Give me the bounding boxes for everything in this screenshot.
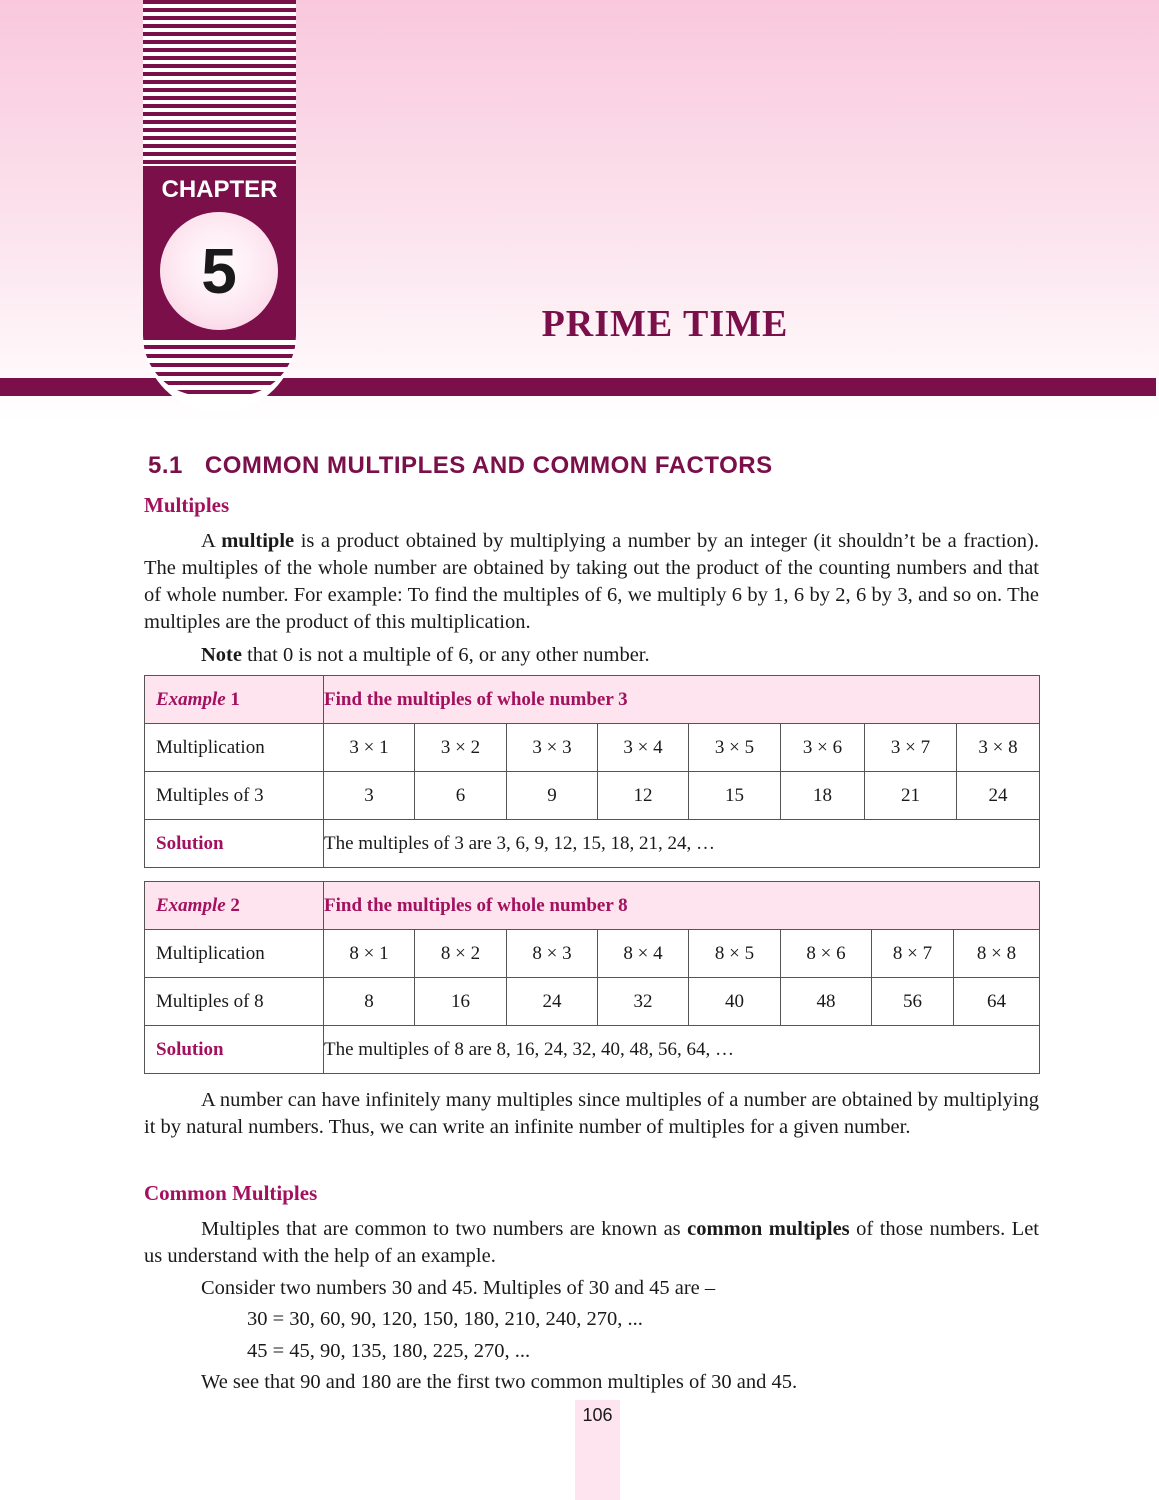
table-cell: 24	[507, 978, 598, 1026]
example-2-table	[144, 881, 1040, 1074]
table-cell: 3 × 4	[598, 724, 689, 772]
table-cell: 48	[781, 978, 872, 1026]
section-number: 5.1	[148, 452, 183, 479]
example-title: Find the multiples of whole number 8	[324, 882, 1040, 930]
consider-line: Consider two numbers 30 and 45. Multiples of 30 and 45 are –	[201, 1277, 716, 1299]
table-cell: 3 × 7	[865, 724, 957, 772]
table-cell: 8 × 3	[507, 930, 598, 978]
multiples-heading: Multiples	[144, 493, 230, 517]
section-heading	[148, 452, 773, 480]
table-cell: 3 × 3	[507, 724, 598, 772]
example-label: Example 2	[145, 882, 324, 930]
section-title: COMMON MULTIPLES AND COMMON FACTORS	[204, 452, 773, 479]
note-text: that 0 is not a multiple of 6, or any other number.	[241, 644, 650, 666]
definition-bold-term: multiple	[221, 530, 295, 552]
common-text: of those numbers. Let us understand with the help of an example.	[144, 1218, 1040, 1267]
solution-label: Solution	[145, 1026, 324, 1074]
common-multiples-heading: Common Multiples	[144, 1181, 318, 1205]
table-cell: 40	[689, 978, 781, 1026]
page-number: 106	[582, 1405, 613, 1425]
table-cell: 3 × 6	[781, 724, 865, 772]
table-cell: 18	[781, 772, 865, 820]
row-label: Multiples of 3	[145, 772, 324, 820]
table-cell: 8 × 2	[415, 930, 507, 978]
table-cell: 3	[324, 772, 415, 820]
note-bold: Note	[201, 644, 242, 666]
table-cell: 6	[415, 772, 507, 820]
example-1-table	[144, 675, 1040, 868]
table-cell: 3 × 2	[415, 724, 507, 772]
table-cell: 8 × 4	[598, 930, 689, 978]
solution-text: The multiples of 8 are 8, 16, 24, 32, 40, 48, 56, 64, …	[324, 1026, 1040, 1074]
infinite-multiples-paragraph	[144, 1087, 1039, 1141]
solution-label: Solution	[145, 820, 324, 868]
definition-prefix: A	[201, 530, 222, 552]
table-cell: 8 × 8	[954, 930, 1040, 978]
table-cell: 21	[865, 772, 957, 820]
multiples-definition-paragraph	[144, 528, 1039, 636]
multiples-30-line: 30 = 30, 60, 90, 120, 150, 180, 210, 240, 270, ...	[247, 1308, 643, 1330]
note-line	[201, 642, 650, 669]
common-prefix: Multiples that are common to two numbers are known as	[201, 1218, 688, 1240]
table-cell: 8	[324, 978, 415, 1026]
table-cell: 8 × 1	[324, 930, 415, 978]
chapter-number: 5	[201, 235, 237, 307]
page-title: PRIME TIME	[541, 303, 789, 345]
conclusion-line: We see that 90 and 180 are the first two common multiples of 30 and 45.	[201, 1371, 798, 1393]
chapter-label: CHAPTER	[161, 176, 278, 203]
definition-text: is a product obtained by multiplying a number by an integer (it shouldn’t be a fraction). The multiples of the whole number are obtained by taking out the product of the counting numbers and that of whole number. For example: To find the multiples of 6, we multiply 6 by 1, 6 by 2, 6 by 3, and so on. The multiples are the product of this multiplication.	[144, 530, 1039, 633]
table-cell: 64	[954, 978, 1040, 1026]
chapter-stripes-bottom	[143, 336, 296, 396]
chapter-number-circle	[160, 212, 278, 330]
row-label: Multiplication	[145, 724, 324, 772]
table-cell: 32	[598, 978, 689, 1026]
table-cell: 15	[689, 772, 781, 820]
row-label: Multiples of 8	[145, 978, 324, 1026]
table-cell: 16	[415, 978, 507, 1026]
common-bold-term: common multiples	[687, 1218, 850, 1240]
table-cell: 3 × 1	[324, 724, 415, 772]
infinite-text: A number can have infinitely many multiples since multiples of a number are obtained by multiplying it by natural numbers. Thus, we can write an infinite number of multiples for a given number.	[144, 1089, 1039, 1138]
chapter-stripes-top	[143, 0, 296, 166]
example-label: Example 1	[145, 676, 324, 724]
table-cell: 8 × 5	[689, 930, 781, 978]
chapter-badge	[143, 166, 296, 336]
table-cell: 56	[872, 978, 954, 1026]
solution-text: The multiples of 3 are 3, 6, 9, 12, 15, 18, 21, 24, …	[324, 820, 1040, 868]
table-cell: 3 × 5	[689, 724, 781, 772]
table-cell: 9	[507, 772, 598, 820]
example-title: Find the multiples of whole number 3	[324, 676, 1040, 724]
table-cell: 24	[957, 772, 1040, 820]
row-label: Multiplication	[145, 930, 324, 978]
table-cell: 12	[598, 772, 689, 820]
table-cell: 8 × 7	[872, 930, 954, 978]
common-multiples-paragraph	[144, 1216, 1039, 1270]
table-cell: 3 × 8	[957, 724, 1040, 772]
table-cell: 8 × 6	[781, 930, 872, 978]
multiples-45-line: 45 = 45, 90, 135, 180, 225, 270, ...	[247, 1340, 531, 1362]
